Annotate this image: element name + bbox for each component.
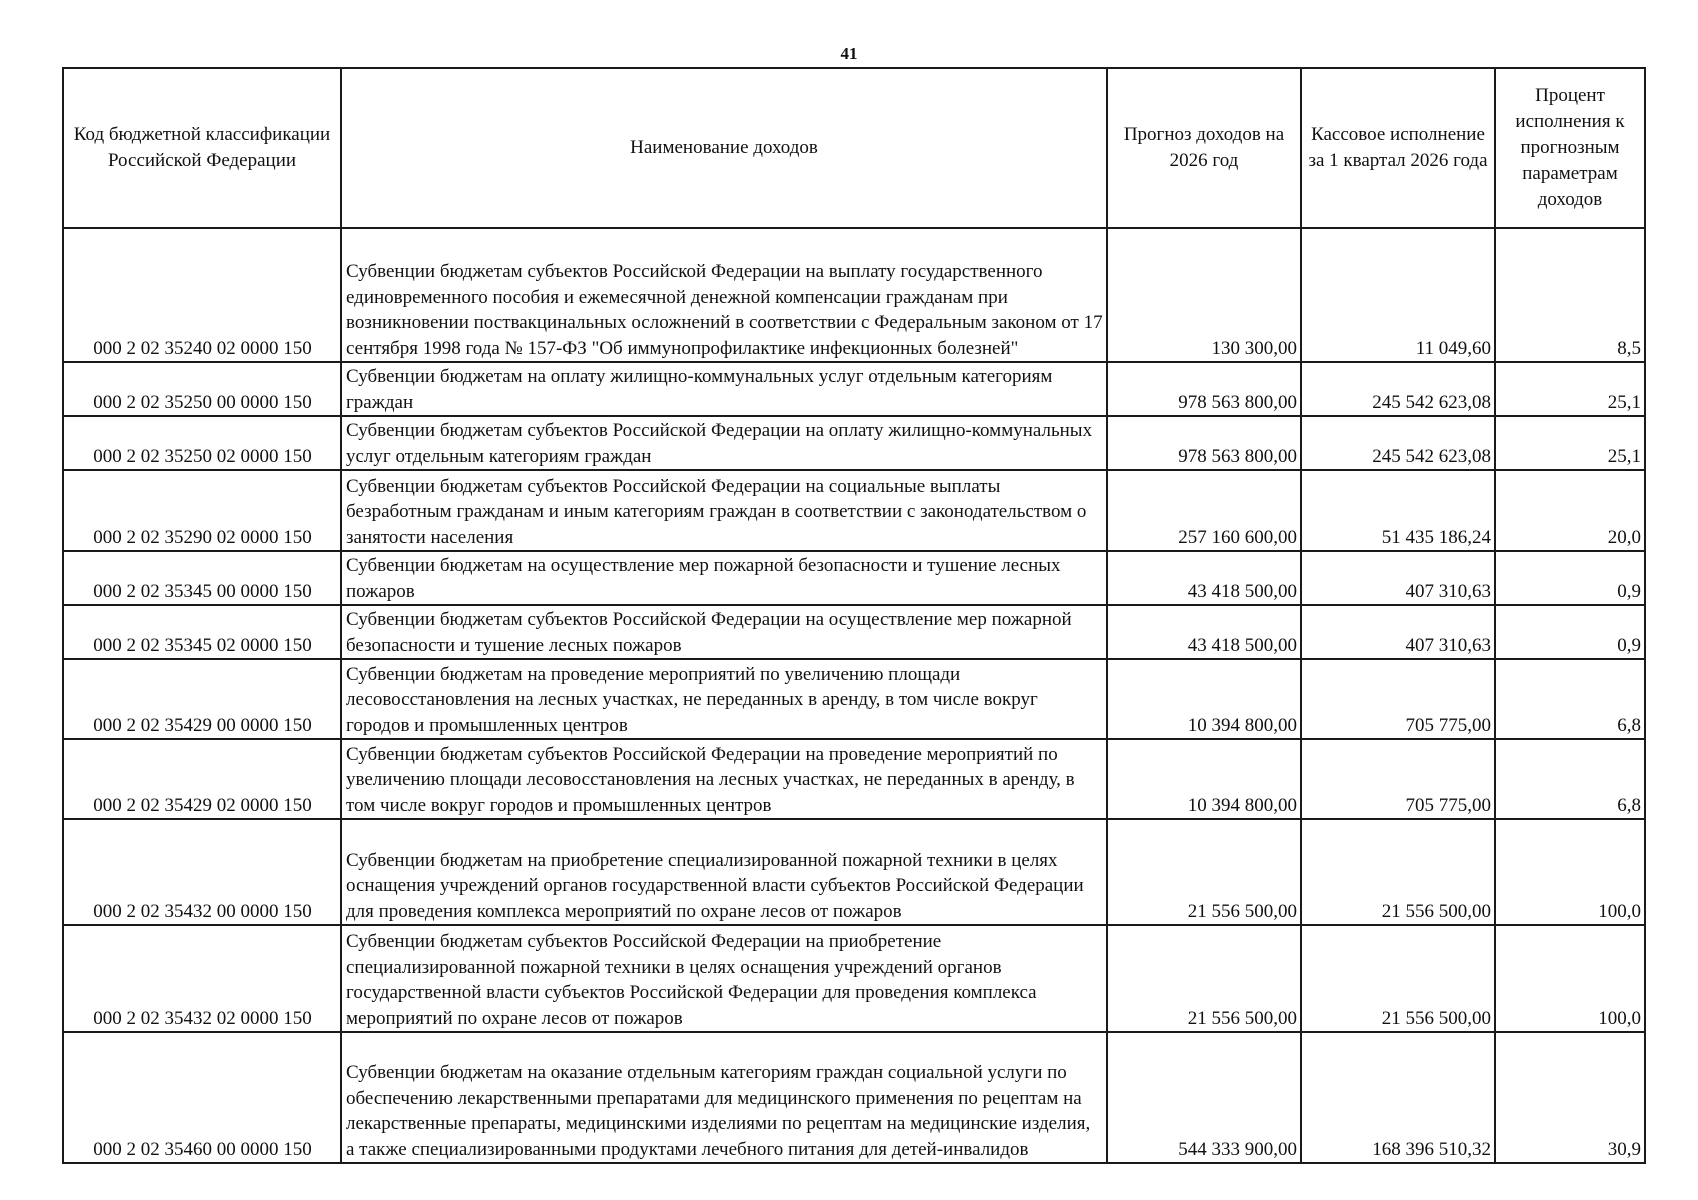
row-forecast: 10 394 800,00	[1107, 739, 1301, 819]
row-forecast: 43 418 500,00	[1107, 605, 1301, 659]
row-code: 000 2 02 35432 02 0000 150	[63, 925, 341, 1032]
table-row	[63, 925, 1645, 1032]
table-header-row	[63, 68, 1645, 228]
row-percent: 100,0	[1495, 819, 1645, 925]
row-execution: 407 310,63	[1301, 605, 1495, 659]
row-code: 000 2 02 35345 00 0000 150	[63, 551, 341, 605]
row-code: 000 2 02 35429 02 0000 150	[63, 739, 341, 819]
row-code: 000 2 02 35460 00 0000 150	[63, 1032, 341, 1163]
table-row	[63, 819, 1645, 925]
row-forecast: 43 418 500,00	[1107, 551, 1301, 605]
header-execution: Кассовое исполнение за 1 квартал 2026 года	[1301, 68, 1495, 228]
row-execution: 51 435 186,24	[1301, 470, 1495, 551]
row-percent: 0,9	[1495, 551, 1645, 605]
row-name: Субвенции бюджетам на оказание отдельным категориям граждан социальной услуги по обеспечению лекарственными препаратами для медицинского применения по рецептам на лекарственные препараты, медицинскими изделиями по рецептам на медицинские изделия, а также специализированными продуктами лечебного питания для детей-инвалидов	[341, 1032, 1107, 1163]
row-name: Субвенции бюджетам на приобретение специализированной пожарной техники в целях оснащения учреждений органов государственной власти субъектов Российской Федерации для проведения комплекса мероприятий по охране лесов от пожаров	[341, 819, 1107, 925]
row-percent: 6,8	[1495, 659, 1645, 739]
table-row	[63, 362, 1645, 416]
row-percent: 6,8	[1495, 739, 1645, 819]
row-percent: 20,0	[1495, 470, 1645, 551]
row-code: 000 2 02 35250 00 0000 150	[63, 362, 341, 416]
row-execution: 407 310,63	[1301, 551, 1495, 605]
row-execution: 245 542 623,08	[1301, 416, 1495, 470]
header-percent: Процент исполнения к прогнозным параметрам доходов	[1495, 68, 1645, 228]
row-percent: 25,1	[1495, 416, 1645, 470]
row-percent: 30,9	[1495, 1032, 1645, 1163]
row-code: 000 2 02 35432 00 0000 150	[63, 819, 341, 925]
row-execution: 245 542 623,08	[1301, 362, 1495, 416]
row-name: Субвенции бюджетам субъектов Российской Федерации на выплату государственного единовременного пособия и ежемесячной денежной компенсации гражданам при возникновении поствакцинальных осложнений в соответствии с Федеральным законом от 17 сентября 1998 года № 157-ФЗ "Об иммунопрофилактике инфекционных болезней"	[341, 228, 1107, 362]
row-forecast: 21 556 500,00	[1107, 819, 1301, 925]
row-execution: 21 556 500,00	[1301, 925, 1495, 1032]
row-name: Субвенции бюджетам субъектов Российской Федерации на оплату жилищно-коммунальных услуг отдельным категориям граждан	[341, 416, 1107, 470]
table-row	[63, 605, 1645, 659]
row-execution: 11 049,60	[1301, 228, 1495, 362]
table-row	[63, 1032, 1645, 1163]
row-forecast: 978 563 800,00	[1107, 416, 1301, 470]
row-name: Субвенции бюджетам субъектов Российской Федерации на приобретение специализированной пожарной техники в целях оснащения учреждений органов государственной власти субъектов Российской Федерации для проведения комплекса мероприятий по охране лесов от пожаров	[341, 925, 1107, 1032]
row-forecast: 978 563 800,00	[1107, 362, 1301, 416]
row-name: Субвенции бюджетам на оплату жилищно-коммунальных услуг отдельным категориям граждан	[341, 362, 1107, 416]
row-forecast: 544 333 900,00	[1107, 1032, 1301, 1163]
row-percent: 8,5	[1495, 228, 1645, 362]
row-execution: 705 775,00	[1301, 659, 1495, 739]
row-code: 000 2 02 35240 02 0000 150	[63, 228, 341, 362]
row-name: Субвенции бюджетам на проведение мероприятий по увеличению площади лесовосстановления на лесных участках, не переданных в аренду, в том числе вокруг городов и промышленных центров	[341, 659, 1107, 739]
table-row	[63, 470, 1645, 551]
table-row	[63, 551, 1645, 605]
row-name: Субвенции бюджетам на осуществление мер пожарной безопасности и тушение лесных пожаров	[341, 551, 1107, 605]
row-execution: 168 396 510,32	[1301, 1032, 1495, 1163]
row-percent: 25,1	[1495, 362, 1645, 416]
row-percent: 100,0	[1495, 925, 1645, 1032]
table-row	[63, 659, 1645, 739]
page-number: 41	[840, 44, 858, 63]
row-forecast: 10 394 800,00	[1107, 659, 1301, 739]
row-name: Субвенции бюджетам субъектов Российской Федерации на социальные выплаты безработным гражданам и иным категориям граждан в соответствии с законодательством о занятости населения	[341, 470, 1107, 551]
row-percent: 0,9	[1495, 605, 1645, 659]
row-name: Субвенции бюджетам субъектов Российской Федерации на осуществление мер пожарной безопасности и тушение лесных пожаров	[341, 605, 1107, 659]
revenue-table	[62, 67, 1646, 1164]
header-forecast: Прогноз доходов на 2026 год	[1107, 68, 1301, 228]
row-code: 000 2 02 35429 00 0000 150	[63, 659, 341, 739]
table-row	[63, 228, 1645, 362]
header-code: Код бюджетной классификации Российской Федерации	[63, 68, 341, 228]
row-forecast: 257 160 600,00	[1107, 470, 1301, 551]
header-name: Наименование доходов	[341, 68, 1107, 228]
table-row	[63, 739, 1645, 819]
row-name: Субвенции бюджетам субъектов Российской Федерации на проведение мероприятий по увеличению площади лесовосстановления на лесных участках, не переданных в аренду, в том числе вокруг городов и промышленных центров	[341, 739, 1107, 819]
row-code: 000 2 02 35250 02 0000 150	[63, 416, 341, 470]
row-forecast: 130 300,00	[1107, 228, 1301, 362]
row-code: 000 2 02 35290 02 0000 150	[63, 470, 341, 551]
row-execution: 705 775,00	[1301, 739, 1495, 819]
row-code: 000 2 02 35345 02 0000 150	[63, 605, 341, 659]
table-row	[63, 416, 1645, 470]
row-execution: 21 556 500,00	[1301, 819, 1495, 925]
row-forecast: 21 556 500,00	[1107, 925, 1301, 1032]
